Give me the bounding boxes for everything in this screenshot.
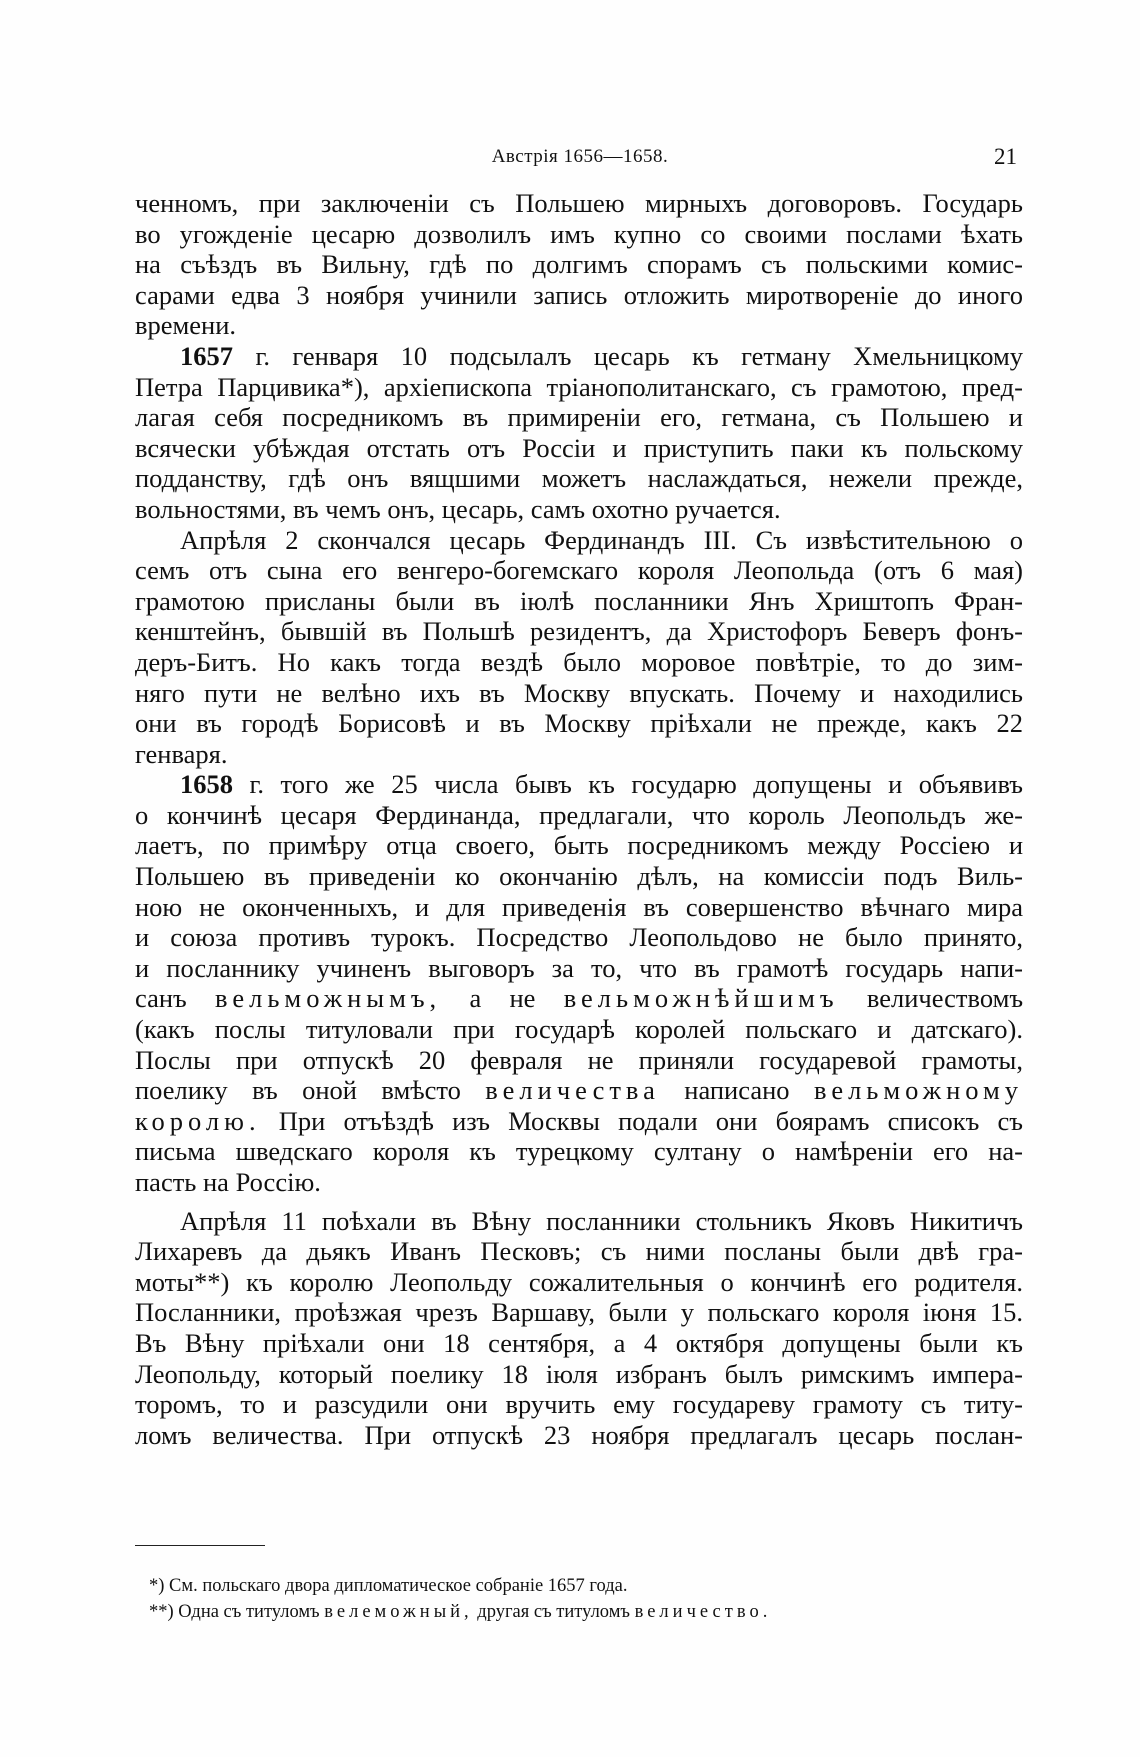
text-line: моты**) къ королю Леопольду сожалительныя о кончинѣ его родителя. <box>135 1266 1023 1297</box>
text-line: лагая себя посредникомъ въ примиреніи его, гетмана, съ Польшею и <box>135 402 1023 433</box>
running-title: Австрія 1656—1658. <box>491 146 669 167</box>
text-line: сарами едва 3 ноября учинили запись отложить миротвореніе до иного <box>135 279 1023 310</box>
text-line: няго пути не велѣно ихъ въ Москву впускать. Почему и находились <box>135 677 1023 708</box>
text-line: вольностями, въ чемъ онъ, цесарь, самъ охотно ручается. <box>135 493 781 524</box>
text-line: во угожденіе цесарю дозволилъ имъ купно со своими послами ѣхать <box>135 218 1023 249</box>
paragraph-continuation <box>135 188 1023 341</box>
text-line: торомъ, то и разсудили они вручить ему государеву грамоту съ титу- <box>135 1389 1023 1420</box>
text-line: ченномъ, при заключеніи съ Польшею мирныхъ договоровъ. Государь <box>135 188 1023 218</box>
text-line <box>135 983 1023 1014</box>
text-line: подданству, гдѣ онъ вящшими можетъ наслаждаться, нежели прежде, <box>135 463 1023 494</box>
text-line: Леопольду, который поелику 18 іюля избранъ былъ римскимъ импера- <box>135 1358 1023 1389</box>
text-line: ломъ величества. При отпускѣ 23 ноября предлагалъ цесарь послан- <box>135 1419 1023 1450</box>
text-run: поелику въ оной вмѣсто <box>135 1075 461 1106</box>
text-run: другая съ титуломъ <box>477 1602 630 1622</box>
text-run: а не <box>469 983 536 1014</box>
footnotes <box>135 1573 1025 1625</box>
text-run: написано <box>684 1075 790 1106</box>
text-run: г. генваря 10 подсылалъ цесарь къ гетману Хмельницкому <box>255 340 1023 371</box>
text-line: времени. <box>135 310 237 341</box>
text-run: **) Одна съ титуломъ <box>149 1602 320 1622</box>
page-number: 21 <box>994 144 1017 169</box>
spaced-emphasis: величество. <box>634 1602 772 1622</box>
text-line: Въ Вѣну пріѣхали они 18 сентября, а 4 октября допущены были къ <box>135 1327 1023 1358</box>
year-heading: 1657 <box>180 340 233 371</box>
text-run: величествомъ <box>866 983 1024 1014</box>
text-line: Посланники, проѣзжая чрезъ Варшаву, были у польскаго короля іюня 15. <box>135 1297 1023 1328</box>
spaced-emphasis: вельможнѣйшимъ <box>563 983 839 1014</box>
body-text <box>135 188 1023 1450</box>
spaced-emphasis: королю. <box>135 1105 261 1136</box>
paragraph-1657 <box>135 341 1023 525</box>
text-line: ною не оконченныхъ, и для приведенія въ совершенство вѣчнаго мира <box>135 891 1023 922</box>
text-line <box>135 769 1023 800</box>
text-line: грамотою присланы были въ іюлѣ посланники Янъ Хриштопъ Фран- <box>135 585 1023 616</box>
text-line <box>135 341 1023 372</box>
text-line: семъ отъ сына его венгеро-богемскаго короля Леопольда (отъ 6 мая) <box>135 555 1023 586</box>
text-line: Послы при отпускѣ 20 февраля не приняли государевой грамоты, <box>135 1044 1023 1075</box>
paragraph-ferdinand-death <box>135 525 1023 770</box>
footnote-2 <box>135 1599 1025 1625</box>
text-line: Апрѣля 2 скончался цесарь Фердинандъ III. Съ извѣстительною о <box>180 524 1023 555</box>
text-line: на съѣздъ въ Вильну, гдѣ по долгимъ спорамъ съ польскими комис- <box>135 249 1023 280</box>
text-line: и посланнику учиненъ выговоръ за то, что въ грамотѣ государь напи- <box>135 952 1023 983</box>
text-run: г. того же 25 числа бывъ къ государю допущены и объявивъ <box>249 769 1024 800</box>
footnote-1: *) См. польскаго двора дипломатическое собраніе 1657 года. <box>149 1576 628 1596</box>
spaced-emphasis: величества <box>485 1075 660 1106</box>
text-line: Апрѣля 11 поѣхали въ Вѣну посланники стольникъ Яковъ Никитичъ <box>180 1205 1023 1236</box>
text-line: и союза противъ турокъ. Посредство Леопольдово не было принято, <box>135 922 1023 953</box>
paragraph-envoys-vienna <box>135 1206 1023 1451</box>
text-line: кенштейнъ, бывшій въ Польшѣ резидентъ, да Христофоръ Беверъ фонъ- <box>135 616 1023 647</box>
spaced-emphasis: вельможнымъ, <box>215 983 442 1014</box>
text-line: пасть на Россію. <box>135 1167 321 1197</box>
text-line: всячески убѣждая отстать отъ Россіи и приступить паки къ польскому <box>135 432 1023 463</box>
text-line: письма шведскаго короля къ турецкому султану о намѣреніи его на- <box>135 1136 1023 1167</box>
spaced-emphasis: велеможный, <box>324 1602 473 1622</box>
text-run: санъ <box>135 983 187 1014</box>
text-line <box>135 1075 1023 1106</box>
page-header <box>135 146 1025 176</box>
text-line: деръ-Битъ. Но какъ тогда вездѣ было моровое повѣтріе, то до зим- <box>135 646 1023 677</box>
text-run: При отъѣздѣ изъ Москвы подали они боярамъ списокъ съ <box>278 1105 1023 1136</box>
text-line: лаетъ, по примѣру отца своего, быть посредникомъ между Россіею и <box>135 830 1023 861</box>
year-heading: 1658 <box>180 769 233 800</box>
text-line: генваря. <box>135 738 228 769</box>
paragraph-1658 <box>135 769 1023 1197</box>
text-line <box>135 1106 1023 1137</box>
text-line: Польшею въ приведеніи ко окончанію дѣлъ, на комиссіи подъ Виль- <box>135 861 1023 892</box>
text-line: Петра Парцивика*), архіепископа тріанополитанскаго, съ грамотою, пред- <box>135 371 1023 402</box>
text-line: они въ городѣ Борисовѣ и въ Москву пріѣхали не прежде, какъ 22 <box>135 708 1023 739</box>
text-line: Лихаревъ да дьякъ Иванъ Песковъ; съ ними посланы были двѣ гра- <box>135 1236 1023 1267</box>
text-line: о кончинѣ цесаря Фердинанда, предлагали, что король Леопольдъ же- <box>135 799 1023 830</box>
spaced-emphasis: вельможному <box>813 1075 1024 1106</box>
footnote-separator <box>135 1545 265 1546</box>
text-line: (какъ послы титуловали при государѣ королей польскаго и датскаго). <box>135 1014 1023 1045</box>
